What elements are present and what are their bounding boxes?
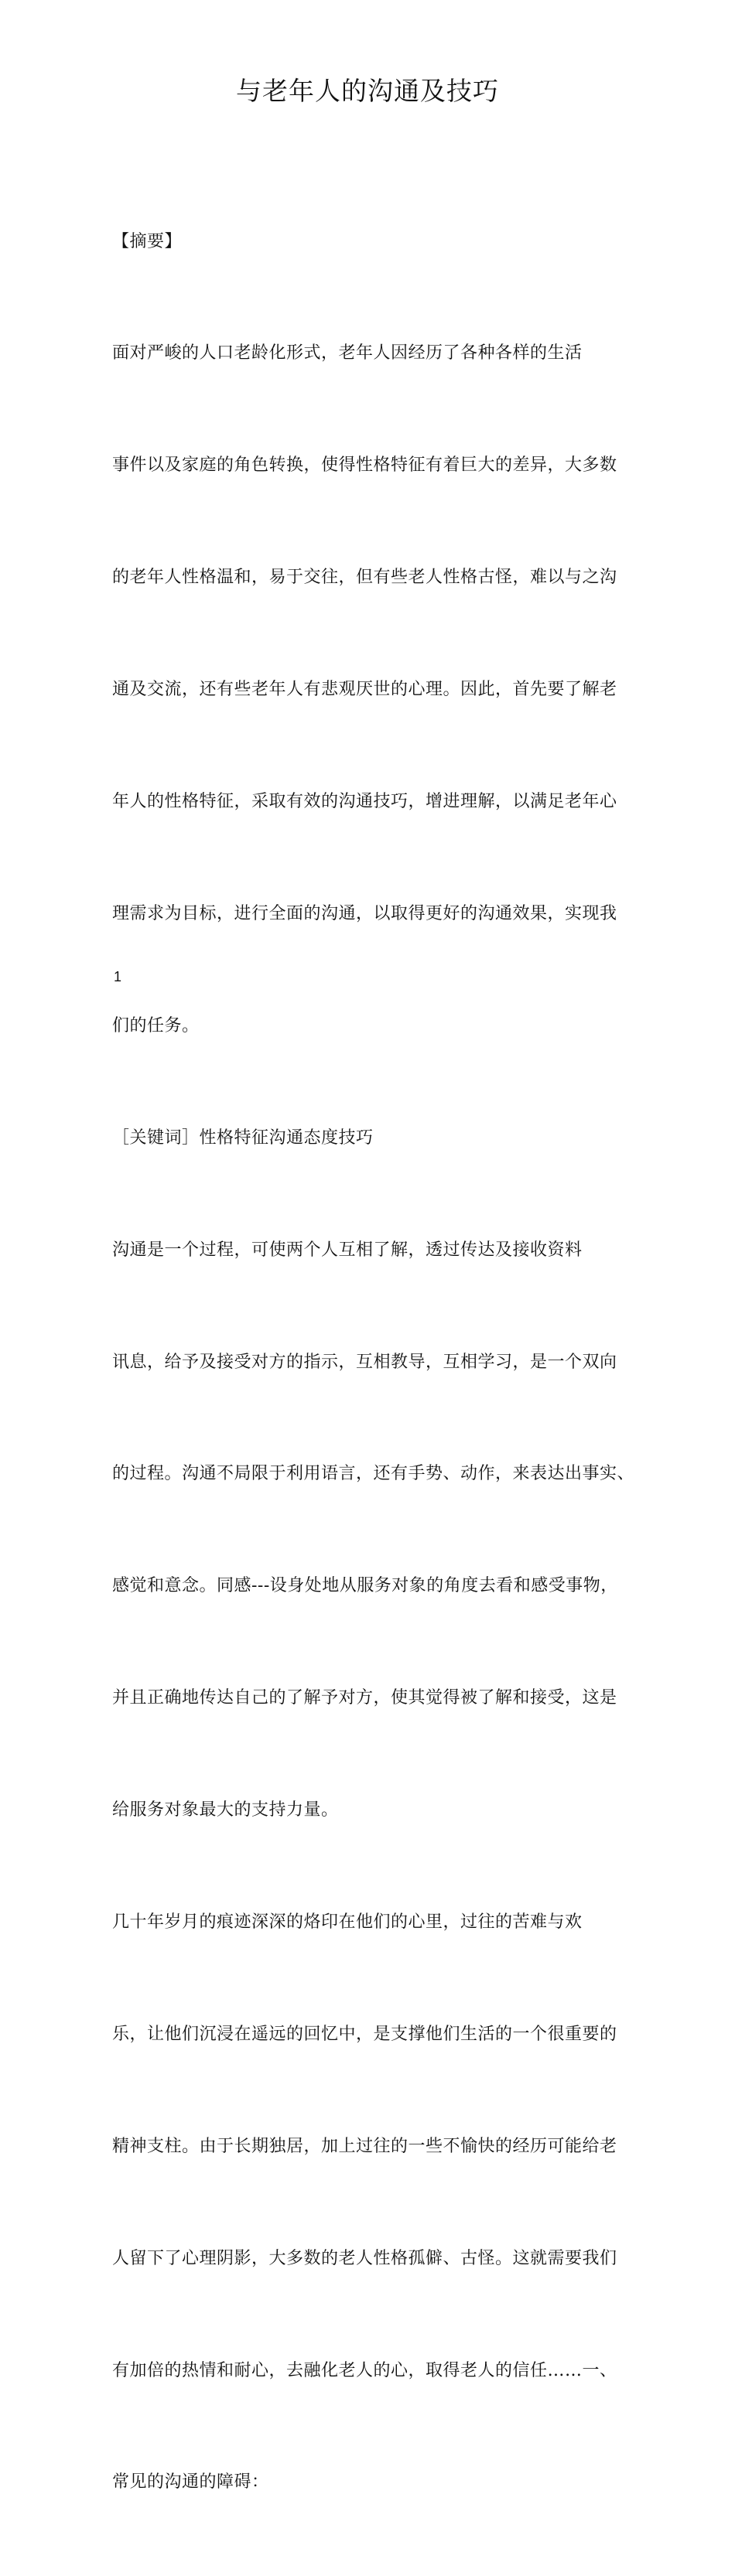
body-line: 给服务对象最大的支持力量。	[112, 1800, 339, 1820]
body-line: 们的任务。	[112, 1015, 200, 1036]
body-line: 通及交流，还有些老年人有悲观厌世的心理。因此，首先要了解老	[112, 680, 617, 700]
keywords-line: ［关键词］性格特征沟通态度技巧	[112, 1128, 374, 1148]
body-line: 几十年岁月的痕迹深深的烙印在他们的心里，过往的苦难与欢	[112, 1912, 583, 1932]
body-line: 有加倍的热情和耐心，去融化老人的心，取得老人的信任……一、	[112, 2360, 617, 2380]
document-title: 与老年人的沟通及技巧	[236, 76, 499, 106]
body-line: 的过程。沟通不局限于利用语言，还有手势、动作，来表达出事实、	[112, 1464, 635, 1484]
body-line: 感觉和意念。同感---设身处地从服务对象的角度去看和感受事物，	[112, 1576, 618, 1596]
body-line: 年人的性格特征，采取有效的沟通技巧，增进理解，以满足老年心	[112, 792, 617, 812]
abstract-heading: 【摘要】	[112, 231, 183, 251]
body-line: 理需求为目标，进行全面的沟通，以取得更好的沟通效果，实现我	[112, 903, 617, 923]
body-line: 并且正确地传达自己的了解予对方，使其觉得被了解和接受，这是	[112, 1688, 617, 1708]
body-line: 乐，让他们沉浸在遥远的回忆中，是支撑他们生活的一个很重要的	[112, 2024, 617, 2044]
body-line: 常见的沟通的障碍：	[112, 2472, 269, 2492]
body-line: 讯息，给予及接受对方的指示，互相教导，互相学习，是一个双向	[112, 1352, 617, 1372]
body-line: 沟通是一个过程，可使两个人互相了解，透过传达及接收资料	[112, 1240, 583, 1260]
page-number: 1	[114, 969, 122, 984]
body-line: 的老年人性格温和，易于交往，但有些老人性格古怪，难以与之沟	[112, 568, 617, 588]
document-body	[112, 148, 646, 2576]
body-line: 面对严峻的人口老龄化形式，老年人因经历了各种各样的生活	[112, 343, 583, 363]
body-line: 精神支柱。由于长期独居，加上过往的一些不愉快的经历可能给老	[112, 2136, 617, 2156]
body-line: 事件以及家庭的角色转换，使得性格特征有着巨大的差异，大多数	[112, 455, 617, 476]
body-line: 人留下了心理阴影，大多数的老人性格孤僻、古怪。这就需要我们	[112, 2248, 617, 2268]
